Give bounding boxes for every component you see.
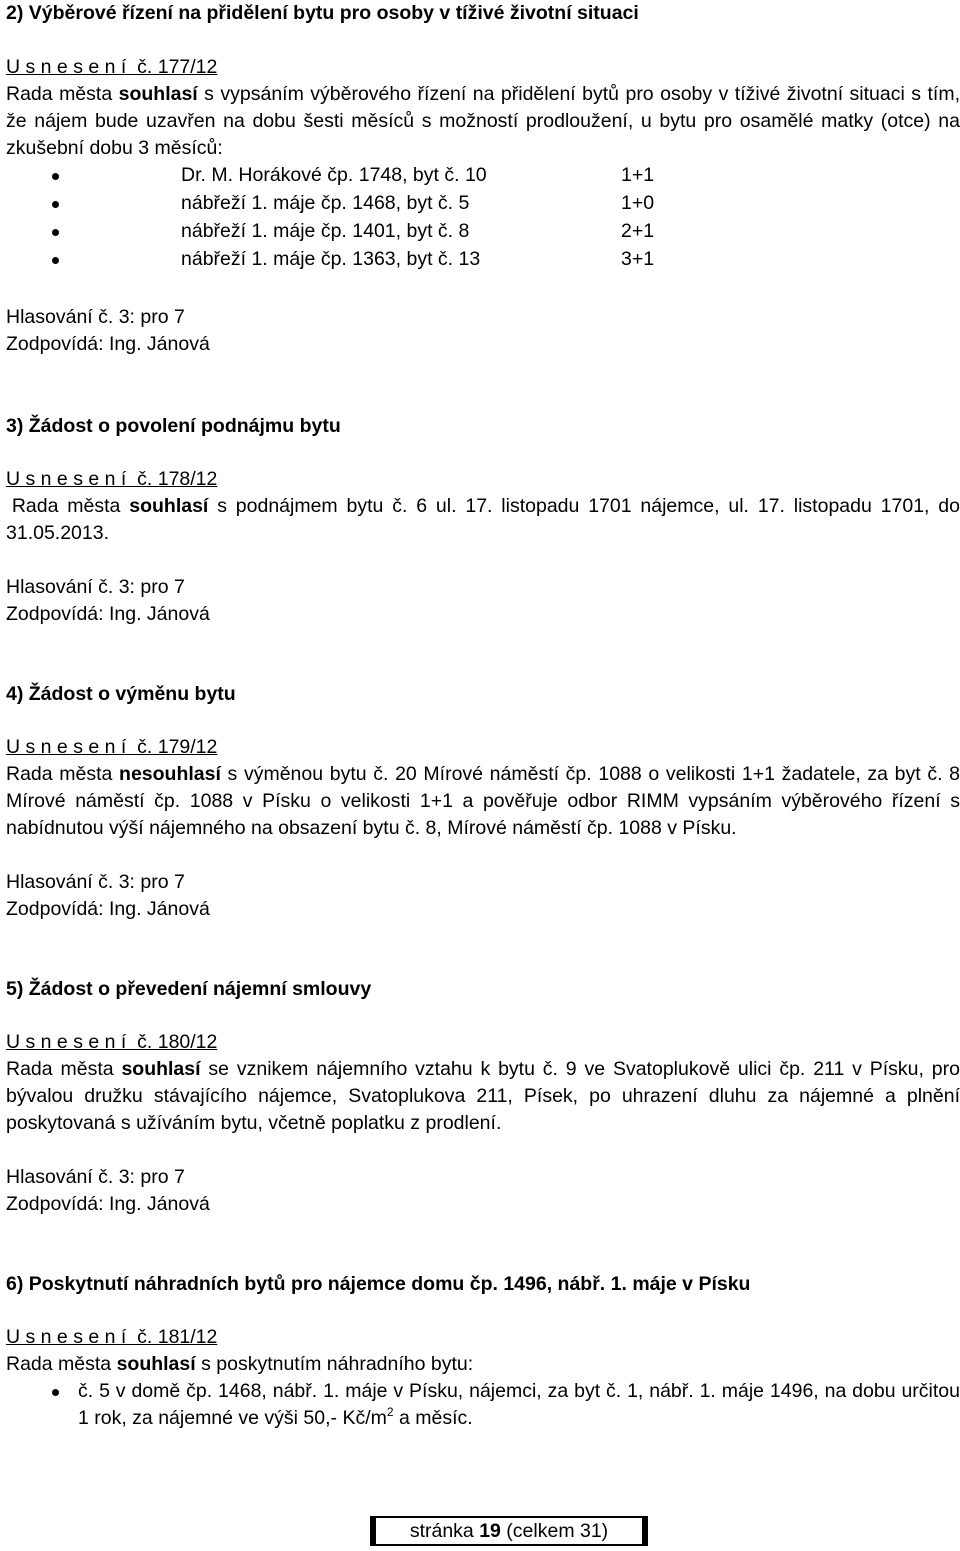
list-item: nábřeží 1. máje čp. 1468, byt č. 5 1+0: [6, 190, 960, 218]
footer-page-total: (celkem 31): [500, 1520, 609, 1542]
resolution-text: Rada města nesouhlasí s výměnou bytu č. 20 Mírové náměstí čp. 1088 o velikosti 1+1 žadatele, za byt č. 8 Mírové náměstí čp. 1088 v Písku o velikosti 1+1 a pověřuje odbor RIMM vypsáním výběrového řízení s nabídnutou výší nájemného na obsazení bytu č. 8, Mírové náměstí čp. 1088 v Písku.: [6, 763, 960, 839]
resolution-number: U s n e s e n í č. 178/12: [6, 468, 218, 490]
responsible-person: Zodpovídá: Ing. Jánová: [6, 898, 210, 920]
replacement-flat-list: [6, 1378, 960, 1432]
section-heading: 4) Žádost o výměnu bytu: [6, 683, 236, 705]
footer-label: stránka: [409, 1520, 480, 1542]
resolution-number: U s n e s e n í č. 177/12: [6, 56, 218, 78]
resolution-number: U s n e s e n í č. 181/12: [6, 1326, 218, 1348]
flat-list: [6, 162, 960, 274]
vote-result: Hlasování č. 3: pro 7: [6, 1166, 185, 1188]
responsible-person: Zodpovídá: Ing. Jánová: [6, 603, 210, 625]
list-item: č. 5 v domě čp. 1468, nábř. 1. máje v Písku, nájemci, za byt č. 1, nábř. 1. máje 1496, na dobu určitou 1 rok, za nájemné ve výši 50,- $Kč/m^2$ a měsíc.: [6, 1378, 960, 1432]
vote-result: Hlasování č. 3: pro 7: [6, 306, 185, 328]
section-heading: 2) Výběrové řízení na přidělení bytu pro osoby v tíživé životní situaci: [6, 2, 639, 24]
list-item: nábřeží 1. máje čp. 1363, byt č. 13 3+1: [6, 246, 960, 274]
vote-result: Hlasování č. 3: pro 7: [6, 576, 185, 598]
resolution-text: Rada města souhlasí s poskytnutím náhradního bytu:: [6, 1353, 474, 1375]
resolution-text: Rada města souhlasí s vypsáním výběrového řízení na přidělení bytů pro osoby v tíživé životní situaci s tím, že nájem bude uzavřen na dobu šesti měsíců s možností prodloužení, u bytu pro osamělé matky (otce) na zkušební dobu 3 měsíců:: [6, 83, 960, 159]
resolution-text: Rada města souhlasí s podnájmem bytu č. 6 ul. 17. listopadu 1701 nájemce, ul. 17. listopadu 1701, do 31.05.2013.: [6, 495, 960, 544]
section-heading: 3) Žádost o povolení podnájmu bytu: [6, 415, 341, 437]
document-page: [6, 0, 960, 1432]
footer-page-number: 19: [479, 1520, 501, 1542]
list-item: nábřeží 1. máje čp. 1401, byt č. 8 2+1: [6, 218, 960, 246]
page-footer: [370, 1516, 648, 1546]
section-heading: 5) Žádost o převedení nájemní smlouvy: [6, 978, 372, 1000]
list-item: Dr. M. Horákové čp. 1748, byt č. 10 1+1: [6, 162, 960, 190]
responsible-person: Zodpovídá: Ing. Jánová: [6, 1193, 210, 1215]
vote-result: Hlasování č. 3: pro 7: [6, 871, 185, 893]
resolution-number: U s n e s e n í č. 179/12: [6, 736, 218, 758]
responsible-person: Zodpovídá: Ing. Jánová: [6, 333, 210, 355]
section-heading: 6) Poskytnutí náhradních bytů pro nájemce domu čp. 1496, nábř. 1. máje v Písku: [6, 1273, 751, 1295]
resolution-number: U s n e s e n í č. 180/12: [6, 1031, 218, 1053]
resolution-text: Rada města souhlasí se vznikem nájemního vztahu k bytu č. 9 ve Svatoplukově ulici čp. 211 v Písku, pro bývalou družku stávajícího nájemce, Svatoplukova 211, Písek, po uhrazení dluhu za nájemné a plnění poskytovaná s užíváním bytu, včetně poplatku z prodlení.: [6, 1058, 960, 1134]
